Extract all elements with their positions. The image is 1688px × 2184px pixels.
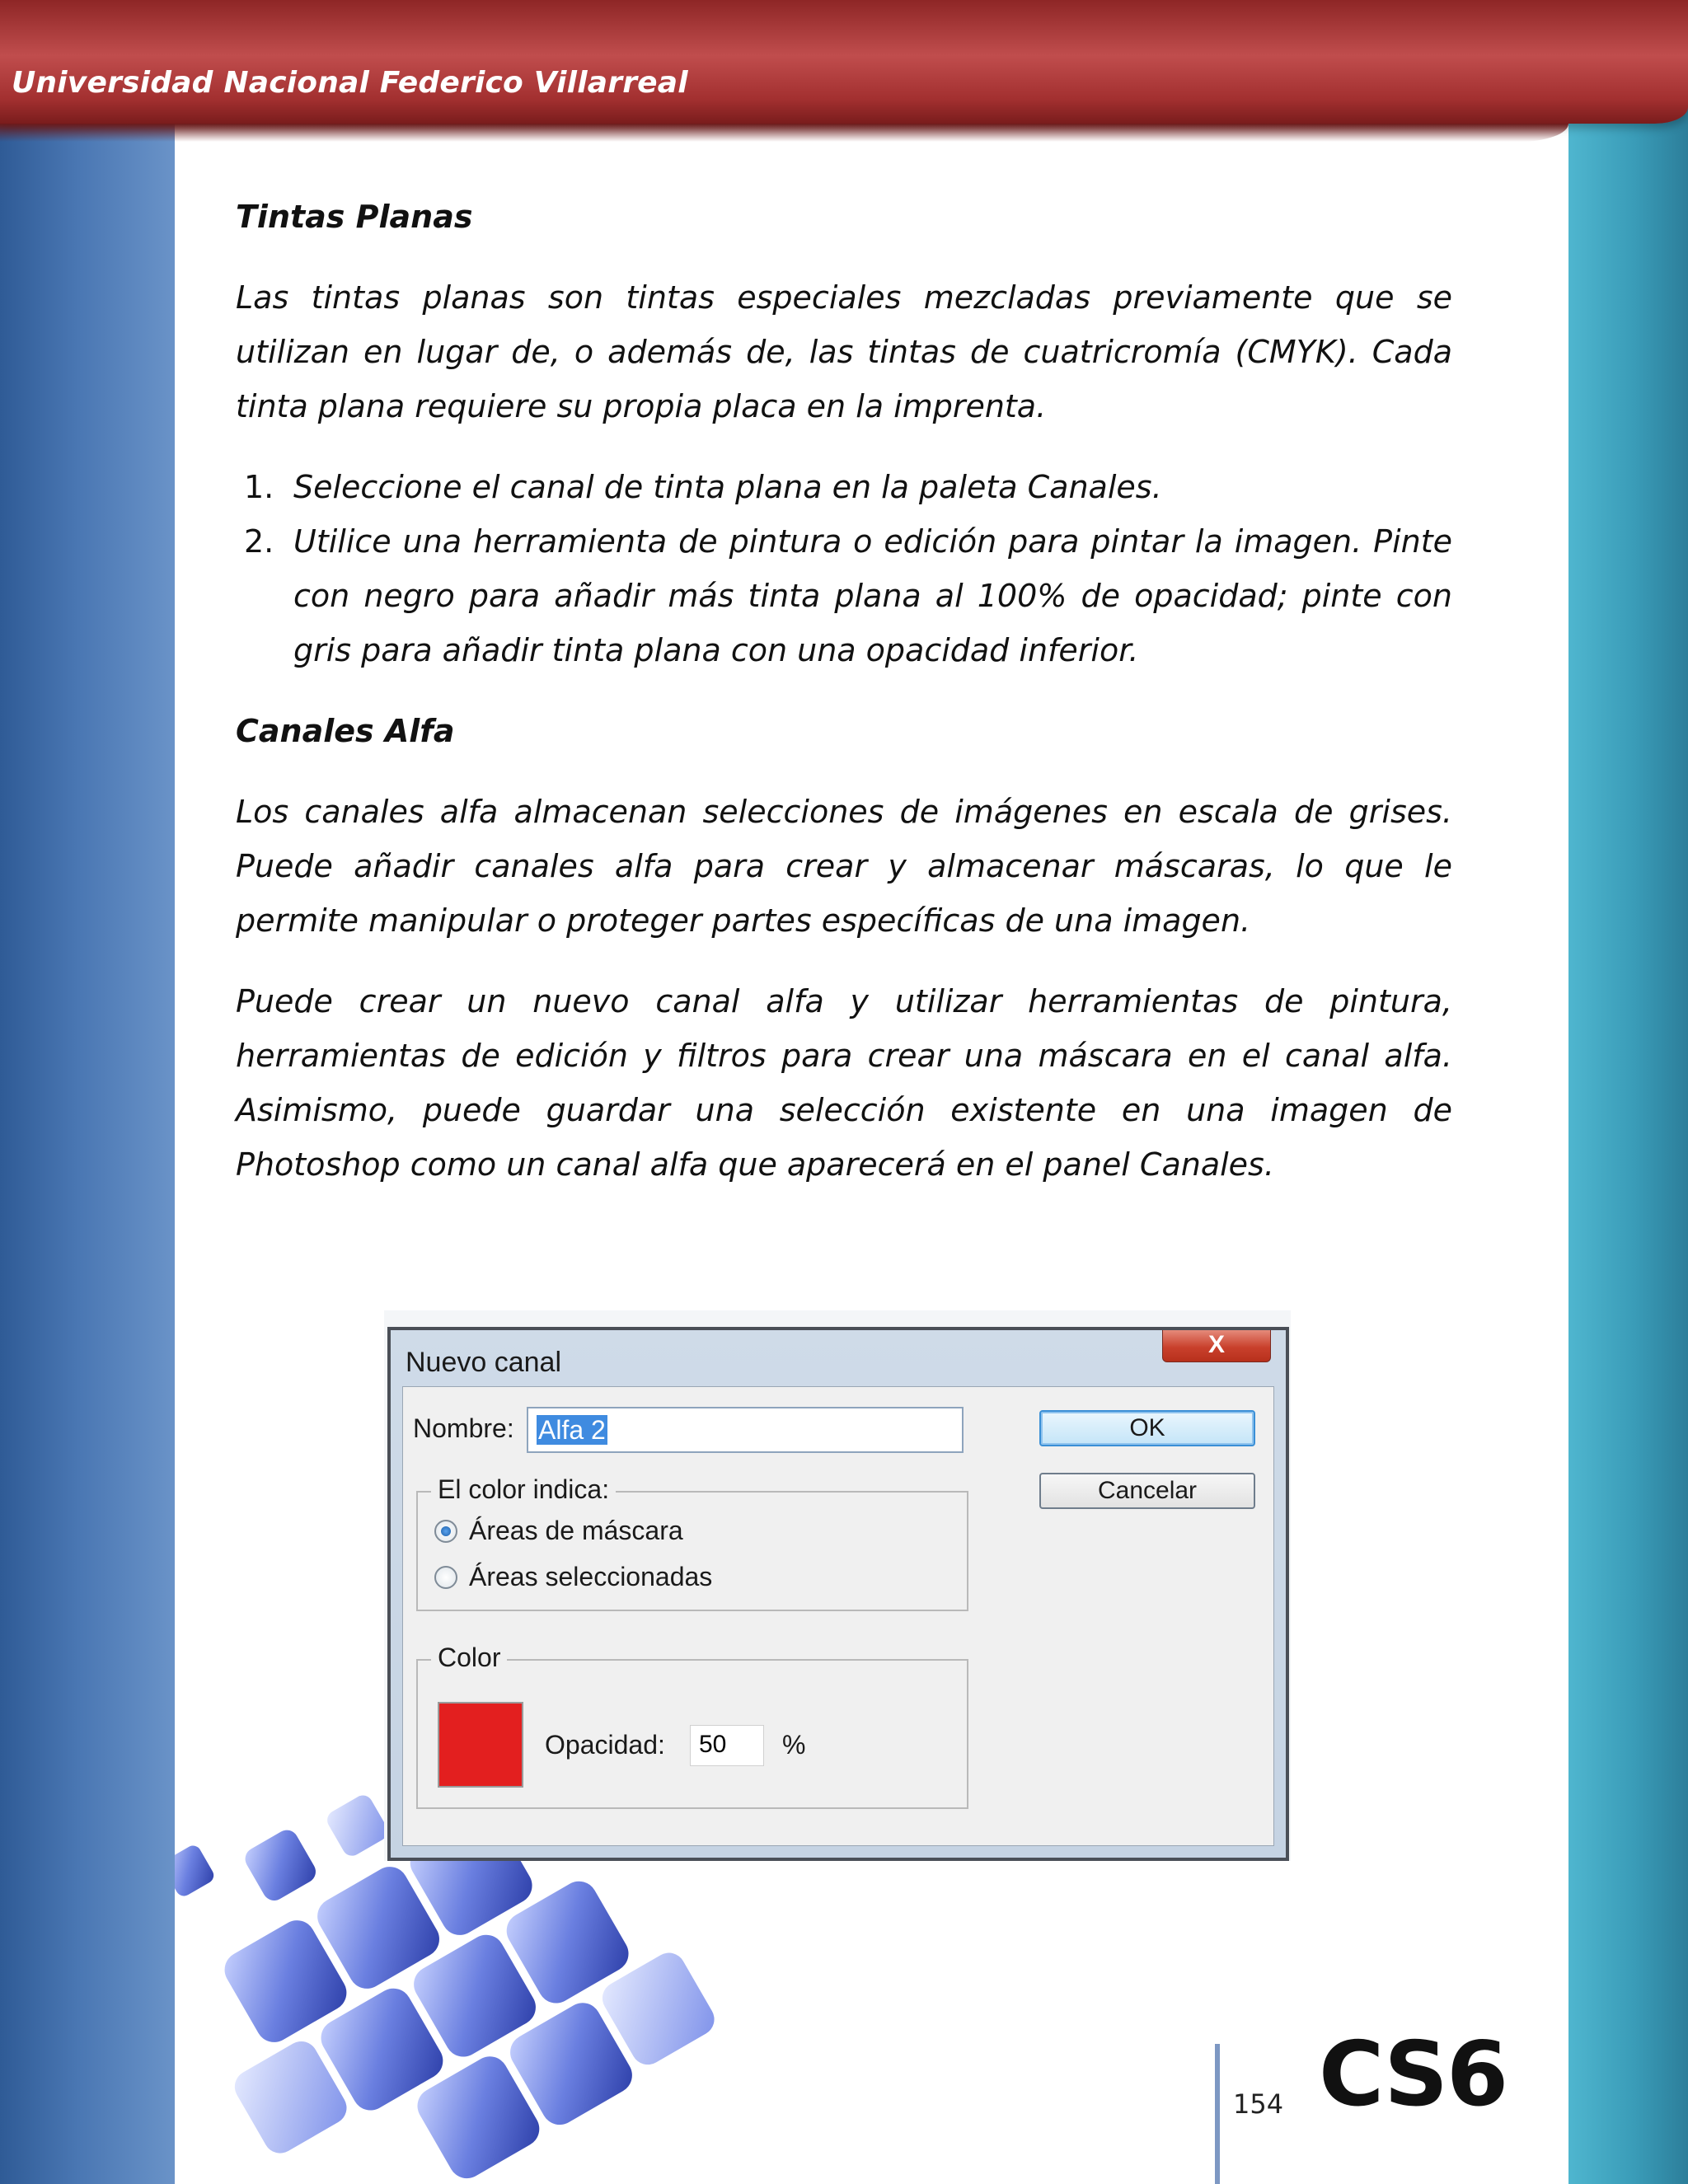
dialog-title: Nuevo canal (406, 1347, 562, 1378)
section-heading-tintas-planas: Tintas Planas (236, 199, 473, 235)
step-text: Utilice una herramienta de pintura o edición para pintar la imagen. Pinte con negro para añadir más tinta plana al 100% de opacidad; pinte con gris para añadir tinta plana con una opacidad inferior. (293, 523, 1452, 668)
name-label: Nombre: (413, 1413, 514, 1443)
nuevo-canal-dialog (387, 1327, 1289, 1861)
radio-unchecked-icon[interactable] (434, 1566, 457, 1589)
section-heading-canales-alfa: Canales Alfa (236, 713, 455, 749)
list-item (236, 460, 1452, 514)
header-shadow (0, 124, 1568, 142)
step-number: 2. (244, 523, 274, 560)
university-title: Universidad Nacional Federico Villarreal (12, 66, 688, 100)
close-button[interactable]: X (1162, 1330, 1271, 1362)
page-header (0, 0, 1688, 124)
opacity-input[interactable]: 50 (690, 1725, 764, 1766)
right-decorative-band (1568, 0, 1688, 2184)
color-swatch[interactable] (438, 1702, 523, 1788)
list-item (236, 514, 1452, 677)
radio-option-selected-areas[interactable] (434, 1562, 712, 1592)
product-mark: CS6 (1319, 2023, 1507, 2126)
main-content (236, 190, 1452, 1192)
color-group (416, 1643, 968, 1809)
step-number: 1. (244, 469, 274, 505)
radio-label: Áreas de máscara (469, 1516, 683, 1545)
steps-list (236, 460, 1452, 677)
paragraph-canales-alfa-1: Los canales alfa almacenan selecciones de imágenes en escala de grises. Puede añadir canales alfa para crear y almacenar máscaras, lo que le permite manipular o proteger partes específicas de una imagen. (236, 794, 1452, 939)
radio-label: Áreas seleccionadas (469, 1562, 713, 1591)
opacity-unit: % (782, 1730, 806, 1760)
page-number-rule (1215, 2044, 1220, 2184)
radio-checked-icon[interactable] (434, 1520, 457, 1543)
left-decorative-band (0, 0, 175, 2184)
color-indicates-legend: El color indica: (431, 1474, 616, 1505)
step-text: Seleccione el canal de tinta plana en la paleta Canales. (293, 469, 1162, 505)
color-indicates-group (416, 1474, 968, 1611)
ok-button[interactable]: OK (1039, 1410, 1255, 1446)
opacity-label: Opacidad: (545, 1730, 665, 1760)
cancel-button[interactable]: Cancelar (1039, 1473, 1255, 1509)
radio-option-mask-areas[interactable] (434, 1516, 683, 1546)
name-input[interactable] (527, 1407, 964, 1453)
dialog-body (402, 1386, 1274, 1846)
paragraph-tintas-planas: Las tintas planas son tintas especiales mezcladas previamente que se utilizan en lugar de, o además de, las tintas de cuatricromía (CMYK). Cada tinta plana requiere su propia placa en la imprenta. (236, 279, 1452, 424)
color-legend: Color (431, 1643, 507, 1673)
page-number: 154 (1233, 2088, 1284, 2120)
paragraph-canales-alfa-2: Puede crear un nuevo canal alfa y utilizar herramientas de pintura, herramientas de edición y filtros para crear una máscara en el canal alfa. Asimismo, puede guardar una selección existente en una imagen de Photoshop como un canal alfa que aparecerá en el panel Canales. (236, 983, 1452, 1183)
name-input-value: Alfa 2 (538, 1415, 606, 1445)
